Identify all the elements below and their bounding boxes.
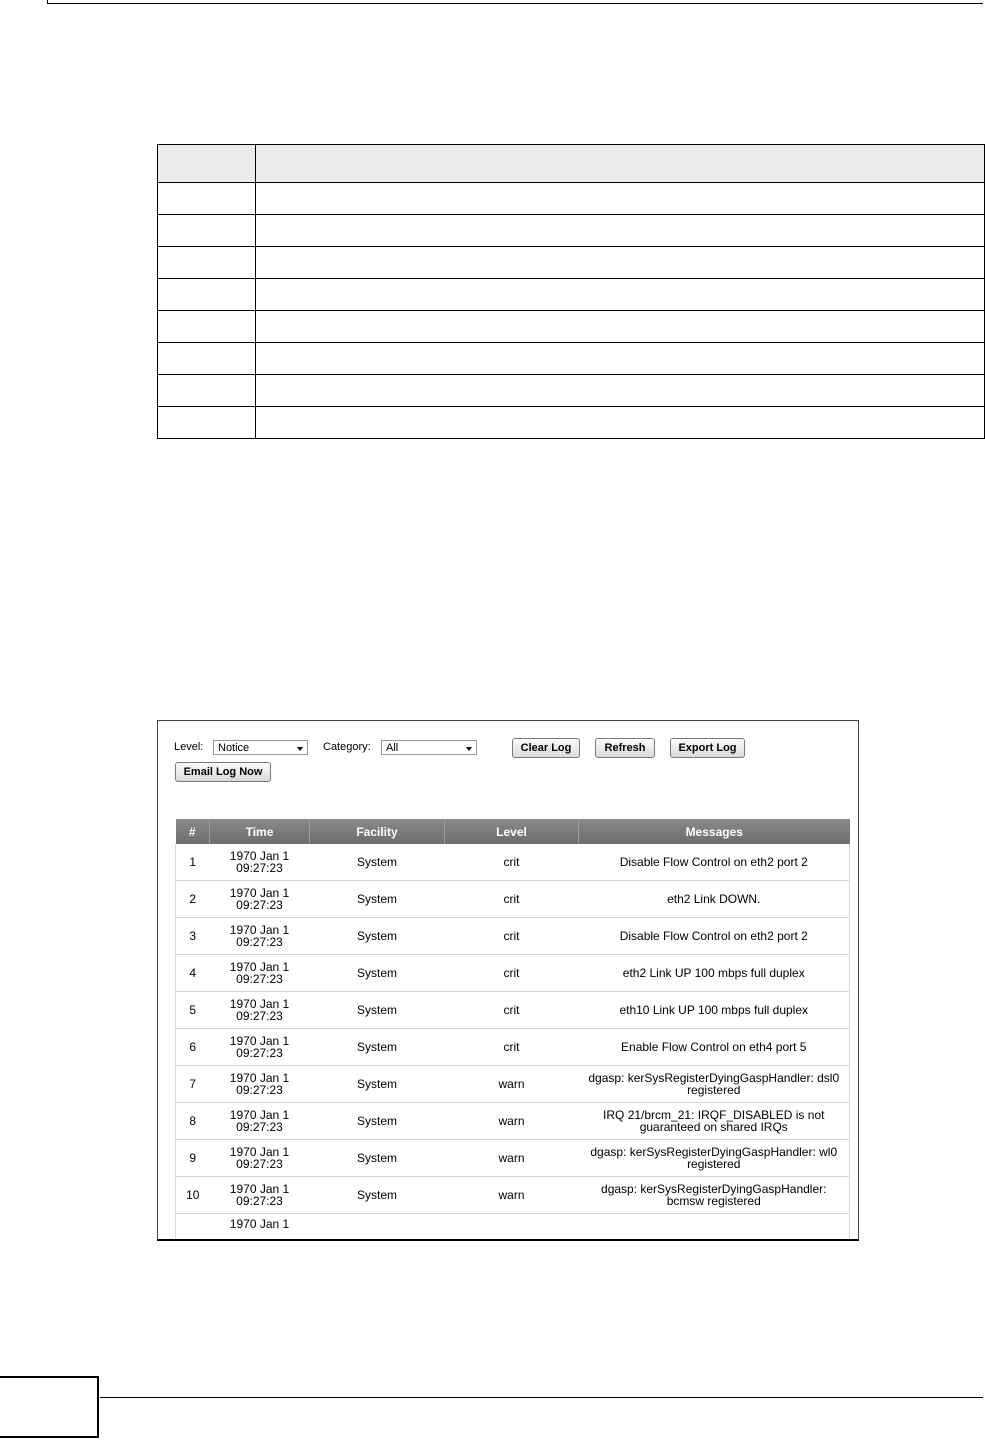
log-time: 09:27:23 (236, 1120, 283, 1134)
empty-doc-table (157, 144, 985, 439)
log-cell-number: 8 (176, 1103, 210, 1140)
refresh-button[interactable]: Refresh (595, 738, 655, 758)
log-cell-facility: System (310, 1103, 445, 1140)
category-select[interactable] (381, 740, 477, 755)
log-cell-message: dgasp: kerSysRegisterDyingGaspHandler: bcmsw registered (579, 1177, 850, 1214)
log-cell-message: eth10 Link UP 100 mbps full duplex (579, 992, 850, 1029)
log-date: 1970 Jan 1 (210, 1214, 310, 1242)
log-cell-facility: System (310, 1029, 445, 1066)
log-cell-message: Enable Flow Control on eth4 port 5 (579, 1029, 850, 1066)
log-cell-number: 6 (176, 1029, 210, 1066)
log-cell-message: IRQ 21/brcm_21: IRQF_DISABLED is not guaranteed on shared IRQs (579, 1103, 850, 1140)
log-time: 09:27:23 (236, 1009, 283, 1023)
table-row (176, 1029, 850, 1066)
doc-table-row (158, 407, 985, 439)
email-log-now-button[interactable]: Email Log Now (175, 762, 271, 782)
log-time: 09:27:23 (236, 972, 283, 986)
log-cell-time (210, 1029, 310, 1066)
log-date: 1970 Jan 1 (229, 1182, 290, 1196)
log-cell-number: 7 (176, 1066, 210, 1103)
log-cell-level: crit (445, 881, 579, 918)
log-date: 1970 Jan 1 (229, 849, 290, 863)
level-label: Level: (174, 741, 204, 753)
log-cell-number: 2 (176, 881, 210, 918)
table-row (176, 881, 850, 918)
log-cell-level: crit (445, 1029, 579, 1066)
log-cell-level: crit (445, 844, 579, 881)
doc-table-row (158, 375, 985, 407)
level-select-value: Notice (218, 742, 250, 754)
export-log-button[interactable]: Export Log (670, 738, 745, 758)
column-header-level: Level (445, 819, 579, 844)
log-cell-time (210, 1177, 310, 1214)
doc-table-row (158, 183, 985, 215)
log-cell (445, 1214, 579, 1242)
log-cell-level: warn (445, 1103, 579, 1140)
log-cell-time (210, 881, 310, 918)
column-header-messages: Messages (579, 819, 850, 844)
log-cell-time (210, 844, 310, 881)
table-row (176, 1103, 850, 1140)
log-date: 1970 Jan 1 (229, 1145, 290, 1159)
log-cell-number: 5 (176, 992, 210, 1029)
category-label: Category: (323, 741, 371, 753)
table-row (176, 992, 850, 1029)
log-cell-facility: System (310, 1066, 445, 1103)
log-date: 1970 Jan 1 (229, 1034, 290, 1048)
log-cell-time (210, 992, 310, 1029)
chevron-down-icon (466, 747, 472, 751)
header-rule (47, 3, 983, 4)
log-cell-facility: System (310, 992, 445, 1029)
page-number-box (0, 1376, 99, 1438)
doc-table-header (158, 145, 985, 183)
log-cell-level: crit (445, 992, 579, 1029)
log-cell-level: warn (445, 1177, 579, 1214)
table-row (176, 1066, 850, 1103)
table-row (176, 1140, 850, 1177)
doc-table-row (158, 215, 985, 247)
log-cell-level: warn (445, 1140, 579, 1177)
log-cell-facility: System (310, 1140, 445, 1177)
log-cell-number: 1 (176, 844, 210, 881)
log-date: 1970 Jan 1 (229, 1071, 290, 1085)
log-date: 1970 Jan 1 (229, 1108, 290, 1122)
log-cell-message: dgasp: kerSysRegisterDyingGaspHandler: dsl0 registered (579, 1066, 850, 1103)
log-time: 09:27:23 (236, 1157, 283, 1171)
log-time: 09:27:23 (236, 1194, 283, 1208)
doc-table-row (158, 279, 985, 311)
log-table (175, 819, 850, 1241)
log-date: 1970 Jan 1 (229, 997, 290, 1011)
log-cell-message: eth2 Link UP 100 mbps full duplex (579, 955, 850, 992)
chevron-down-icon (297, 747, 303, 751)
doc-table-row (158, 247, 985, 279)
log-cell-message: Disable Flow Control on eth2 port 2 (579, 918, 850, 955)
log-date: 1970 Jan 1 (229, 923, 290, 937)
log-cell-number: 10 (176, 1177, 210, 1214)
log-cell-time (210, 1103, 310, 1140)
clear-log-button[interactable]: Clear Log (512, 738, 580, 758)
log-date: 1970 Jan 1 (229, 960, 290, 974)
log-cell-facility: System (310, 1177, 445, 1214)
log-cell (310, 1214, 445, 1242)
log-cell-level: crit (445, 918, 579, 955)
level-select[interactable] (213, 740, 308, 755)
log-cell-level: warn (445, 1066, 579, 1103)
log-cell-number: 9 (176, 1140, 210, 1177)
log-cell-number: 3 (176, 918, 210, 955)
log-cell-facility: System (310, 955, 445, 992)
log-cell-message: eth2 Link DOWN. (579, 881, 850, 918)
log-cell-message: dgasp: kerSysRegisterDyingGaspHandler: wl0 registered (579, 1140, 850, 1177)
log-cell-facility: System (310, 918, 445, 955)
log-cell-time (210, 955, 310, 992)
log-cell-number: 4 (176, 955, 210, 992)
log-cell (176, 1214, 210, 1242)
log-time: 09:27:23 (236, 861, 283, 875)
log-time: 09:27:23 (236, 1083, 283, 1097)
table-row (176, 1214, 850, 1242)
table-row (176, 955, 850, 992)
log-cell-facility: System (310, 844, 445, 881)
log-cell (579, 1214, 850, 1242)
log-cell-time (210, 1140, 310, 1177)
log-table-container (175, 819, 849, 1241)
footer-rule (100, 1397, 983, 1398)
log-time: 09:27:23 (236, 1046, 283, 1060)
column-header-time: Time (210, 819, 310, 844)
log-table-header (176, 819, 850, 844)
log-cell-time (210, 918, 310, 955)
log-date: 1970 Jan 1 (229, 886, 290, 900)
log-cell-time (210, 1066, 310, 1103)
system-log-screenshot (157, 720, 859, 1241)
log-time: 09:27:23 (236, 935, 283, 949)
log-cell-message: Disable Flow Control on eth2 port 2 (579, 844, 850, 881)
table-row (176, 844, 850, 881)
column-header-facility: Facility (310, 819, 445, 844)
column-header-number: # (176, 819, 210, 844)
table-row (176, 918, 850, 955)
log-cell-level: crit (445, 955, 579, 992)
log-cell-facility: System (310, 881, 445, 918)
doc-table-row (158, 311, 985, 343)
category-select-value: All (386, 742, 399, 754)
log-time: 09:27:23 (236, 898, 283, 912)
table-row (176, 1177, 850, 1214)
doc-table-row (158, 343, 985, 375)
